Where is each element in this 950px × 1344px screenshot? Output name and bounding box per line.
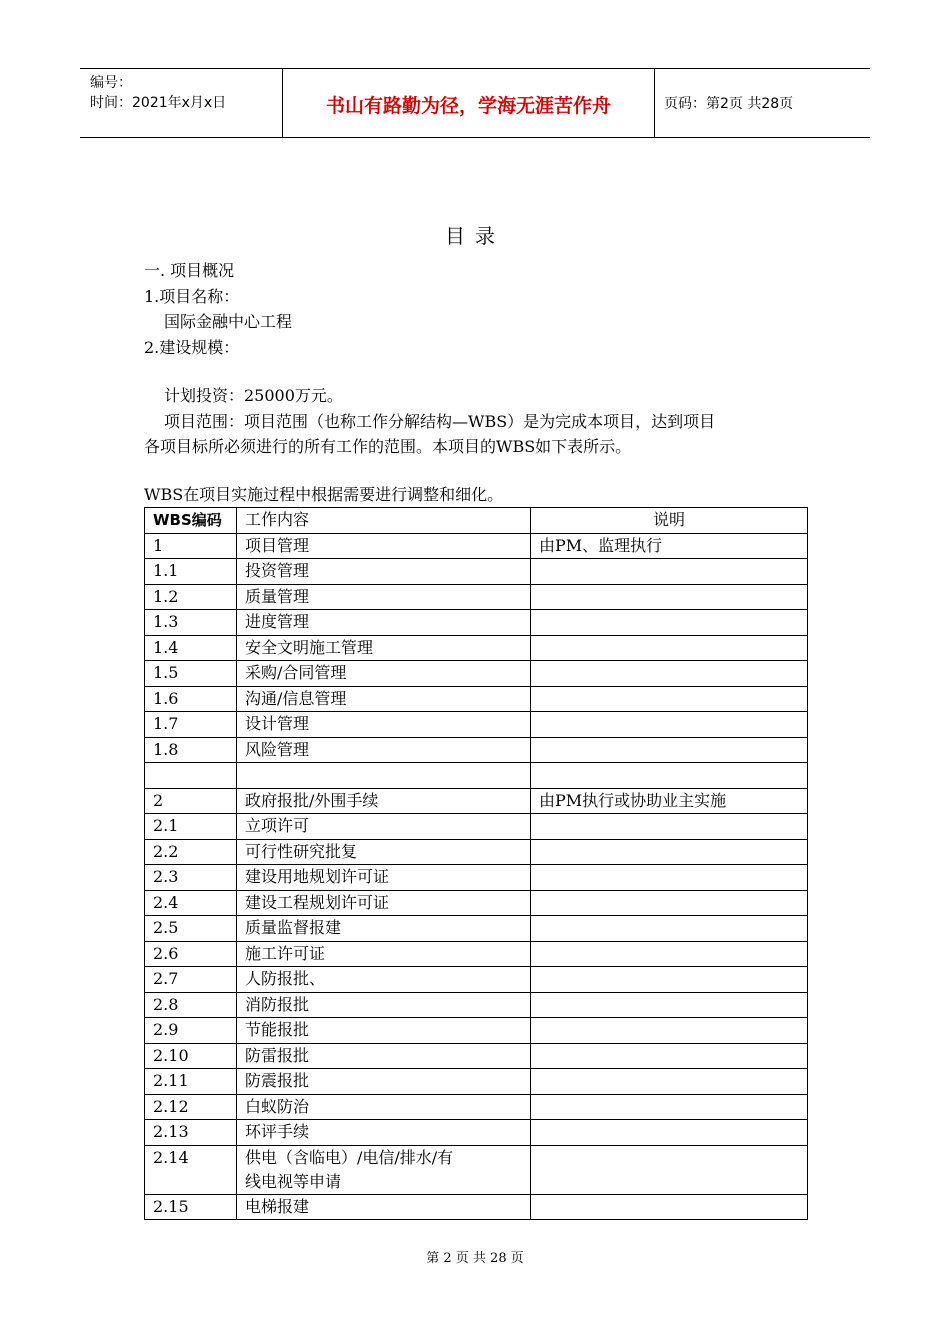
wbs-content-cell: 采购/合同管理	[237, 661, 531, 687]
wbs-content-cell	[237, 1145, 531, 1194]
wbs-note-cell	[531, 967, 808, 993]
wbs-note-cell	[531, 635, 808, 661]
wbs-code-cell: 2.7	[145, 967, 237, 993]
wbs-content-cell: 质量管理	[237, 584, 531, 610]
wbs-content-cell: 项目管理	[237, 533, 531, 559]
wbs-code-cell: 2.13	[145, 1120, 237, 1146]
wbs-note-cell	[531, 839, 808, 865]
wbs-content-cell: 建设工程规划许可证	[237, 890, 531, 916]
wbs-note-cell: 由PM执行或协助业主实施	[531, 788, 808, 814]
wbs-content-cell: 质量监督报建	[237, 916, 531, 942]
wbs-note-cell	[531, 890, 808, 916]
wbs-content-cell: 政府报批/外围手续	[237, 788, 531, 814]
project-name-value: 国际金融中心工程	[164, 312, 293, 331]
wbs-note-cell	[531, 1043, 808, 1069]
wbs-code-cell: 2.2	[145, 839, 237, 865]
wbs-code-cell: 2.11	[145, 1069, 237, 1095]
wbs-note-cell	[531, 1018, 808, 1044]
table-header-row	[145, 508, 808, 534]
wbs-content-cell: 进度管理	[237, 610, 531, 636]
table-row	[145, 1194, 808, 1220]
wbs-content-cell: 消防报批	[237, 992, 531, 1018]
table-row	[145, 1018, 808, 1044]
wbs-content-cell: 防雷报批	[237, 1043, 531, 1069]
table-row	[145, 1094, 808, 1120]
table-row	[145, 839, 808, 865]
table-row	[145, 1043, 808, 1069]
table-row	[145, 686, 808, 712]
wbs-content-cell: 建设用地规划许可证	[237, 865, 531, 891]
wbs-note-cell	[531, 661, 808, 687]
wbs-code-cell: 2	[145, 788, 237, 814]
wbs-content-line: 供电（含临电）/电信/排水/有	[245, 1147, 454, 1167]
table-row	[145, 610, 808, 636]
header-code: WBS编码	[145, 508, 237, 534]
wbs-content-cell: 立项许可	[237, 814, 531, 840]
table-row	[145, 788, 808, 814]
table-row	[145, 763, 808, 789]
wbs-code-cell: 2.12	[145, 1094, 237, 1120]
wbs-content-cell: 安全文明施工管理	[237, 635, 531, 661]
wbs-content-cell	[237, 763, 531, 789]
wbs-code-cell: 1.6	[145, 686, 237, 712]
wbs-note-cell	[531, 712, 808, 738]
wbs-code-cell: 2.4	[145, 890, 237, 916]
table-row	[145, 865, 808, 891]
wbs-note-cell	[531, 865, 808, 891]
wbs-content-line: 线电视等申请	[245, 1171, 342, 1191]
header-divider	[654, 69, 655, 137]
table-row	[145, 941, 808, 967]
scope-text-line2: 各项目标所必须进行的所有工作的范围。本项目的WBS如下表所示。	[144, 437, 632, 456]
wbs-code-cell: 1.8	[145, 737, 237, 763]
wbs-code-cell	[145, 763, 237, 789]
header-meta	[90, 73, 226, 113]
wbs-note-cell: 由PM、监理执行	[531, 533, 808, 559]
wbs-code-cell: 2.1	[145, 814, 237, 840]
document-title: 目录	[445, 224, 505, 248]
wbs-code-cell: 2.9	[145, 1018, 237, 1044]
wbs-note-cell	[531, 941, 808, 967]
wbs-content-cell: 可行性研究批复	[237, 839, 531, 865]
investment-text: 计划投资：25000万元。	[164, 386, 343, 405]
table-row	[145, 712, 808, 738]
wbs-note-cell	[531, 559, 808, 585]
table-row	[145, 992, 808, 1018]
project-name-label: 1.项目名称：	[144, 287, 240, 306]
table-row	[145, 916, 808, 942]
wbs-note-cell	[531, 610, 808, 636]
wbs-code-cell: 1.1	[145, 559, 237, 585]
wbs-code-cell: 1.5	[145, 661, 237, 687]
table-row	[145, 890, 808, 916]
wbs-code-cell: 2.8	[145, 992, 237, 1018]
wbs-code-cell: 1.7	[145, 712, 237, 738]
header-motto: 书山有路勤为径，学海无涯苦作舟	[325, 95, 611, 117]
table-row	[145, 1145, 808, 1194]
wbs-note-cell	[531, 1069, 808, 1095]
wbs-table	[144, 507, 808, 1220]
table-row	[145, 635, 808, 661]
wbs-content-cell: 防震报批	[237, 1069, 531, 1095]
wbs-content-cell: 环评手续	[237, 1120, 531, 1146]
table-row	[145, 584, 808, 610]
wbs-code-cell: 1.2	[145, 584, 237, 610]
table-row	[145, 533, 808, 559]
page-header	[80, 68, 870, 138]
header-page-number: 页码：第2页 共28页	[664, 96, 794, 112]
wbs-note-cell	[531, 1194, 808, 1220]
table-row	[145, 559, 808, 585]
wbs-content-cell: 风险管理	[237, 737, 531, 763]
wbs-note-cell	[531, 737, 808, 763]
wbs-content-cell: 节能报批	[237, 1018, 531, 1044]
wbs-code-cell: 2.6	[145, 941, 237, 967]
wbs-note-cell	[531, 1145, 808, 1194]
wbs-content-cell: 沟通/信息管理	[237, 686, 531, 712]
scope-text-line1: 项目范围：项目范围（也称工作分解结构—WBS）是为完成本项目，达到项目	[164, 412, 716, 431]
header-time: 时间：2021年x月x日	[90, 95, 227, 111]
wbs-code-cell: 1.3	[145, 610, 237, 636]
wbs-note-cell	[531, 763, 808, 789]
page-footer: 第 2 页 共 28 页	[426, 1251, 524, 1266]
table-row	[145, 814, 808, 840]
wbs-code-cell: 2.14	[145, 1145, 237, 1194]
wbs-content-cell: 电梯报建	[237, 1194, 531, 1220]
table-row	[145, 1120, 808, 1146]
scale-label: 2.建设规模：	[144, 338, 240, 357]
table-row	[145, 661, 808, 687]
wbs-code-cell: 1	[145, 533, 237, 559]
wbs-note-cell	[531, 1094, 808, 1120]
wbs-note-cell	[531, 916, 808, 942]
wbs-code-cell: 2.10	[145, 1043, 237, 1069]
wbs-code-cell: 2.5	[145, 916, 237, 942]
header-content: 工作内容	[237, 508, 531, 534]
wbs-note-cell	[531, 814, 808, 840]
wbs-note-cell	[531, 584, 808, 610]
header-number: 编号：	[90, 75, 132, 91]
wbs-content-cell: 人防报批、	[237, 967, 531, 993]
wbs-content-cell: 投资管理	[237, 559, 531, 585]
wbs-note-cell	[531, 1120, 808, 1146]
wbs-content-cell: 施工许可证	[237, 941, 531, 967]
wbs-content-cell: 设计管理	[237, 712, 531, 738]
section-heading: 一. 项目概况	[144, 261, 235, 280]
wbs-code-cell: 2.15	[145, 1194, 237, 1220]
wbs-note: WBS在项目实施过程中根据需要进行调整和细化。	[144, 485, 504, 504]
table-row	[145, 967, 808, 993]
header-note: 说明	[531, 508, 808, 534]
wbs-note-cell	[531, 686, 808, 712]
wbs-note-cell	[531, 992, 808, 1018]
table-row	[145, 1069, 808, 1095]
wbs-code-cell: 1.4	[145, 635, 237, 661]
wbs-content-cell: 白蚁防治	[237, 1094, 531, 1120]
wbs-code-cell: 2.3	[145, 865, 237, 891]
table-row	[145, 737, 808, 763]
